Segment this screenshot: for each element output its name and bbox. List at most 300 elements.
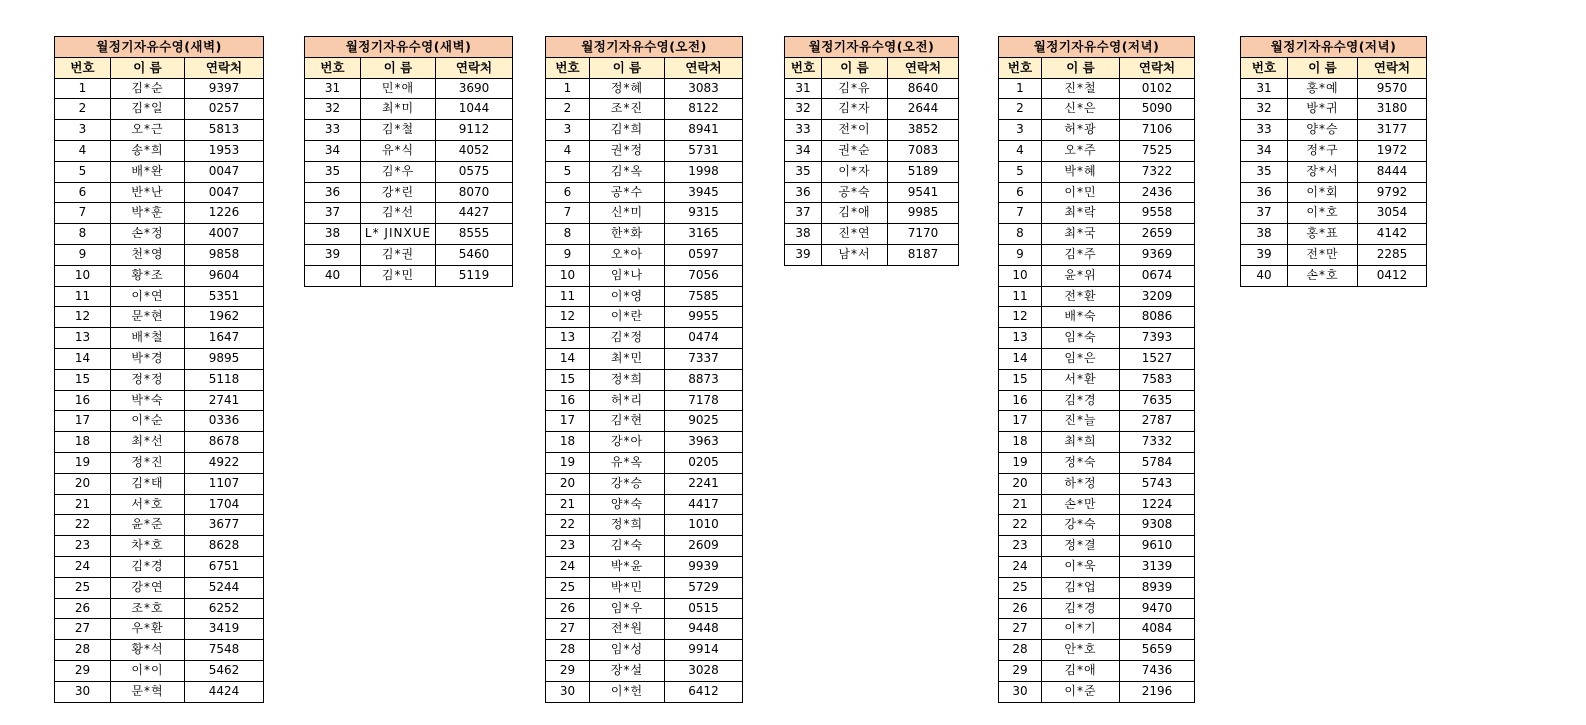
member-name: 김*경 xyxy=(1042,598,1120,619)
member-name: 정*구 xyxy=(1288,140,1358,161)
contact-number: 5813 xyxy=(185,120,264,141)
row-number: 27 xyxy=(999,619,1042,640)
member-name: 김*철 xyxy=(361,120,436,141)
table-row xyxy=(305,224,513,245)
contact-number: 8187 xyxy=(888,244,959,265)
column-header-number: 번호 xyxy=(999,57,1042,78)
member-name: 황*조 xyxy=(111,265,185,286)
row-number: 23 xyxy=(55,536,111,557)
member-name: 서*호 xyxy=(111,494,185,515)
contact-number: 9985 xyxy=(888,203,959,224)
row-number: 14 xyxy=(55,348,111,369)
contact-number: 8941 xyxy=(665,120,743,141)
row-number: 19 xyxy=(999,452,1042,473)
table-row xyxy=(546,640,743,661)
table-row xyxy=(55,265,264,286)
row-number: 16 xyxy=(546,390,590,411)
member-name: 최*희 xyxy=(1042,432,1120,453)
table-row xyxy=(55,328,264,349)
contact-number: 7056 xyxy=(665,265,743,286)
row-number: 2 xyxy=(546,99,590,120)
contact-number: 0257 xyxy=(185,99,264,120)
column-header-number: 번호 xyxy=(546,57,590,78)
member-name: 천*영 xyxy=(111,244,185,265)
contact-number: 3852 xyxy=(888,120,959,141)
row-number: 6 xyxy=(546,182,590,203)
roster-table-1 xyxy=(54,36,264,703)
member-name: 신*미 xyxy=(590,203,665,224)
table-row xyxy=(305,99,513,120)
row-number: 6 xyxy=(55,182,111,203)
roster-table-3 xyxy=(545,36,743,703)
column-header-name: 이 름 xyxy=(111,57,185,78)
member-name: 김*태 xyxy=(111,473,185,494)
row-number: 28 xyxy=(999,640,1042,661)
member-name: 오*주 xyxy=(1042,140,1120,161)
contact-number: 0515 xyxy=(665,598,743,619)
contact-number: 0412 xyxy=(1358,265,1427,286)
contact-number: 7083 xyxy=(888,140,959,161)
row-number: 1 xyxy=(546,78,590,99)
row-number: 37 xyxy=(305,203,361,224)
row-number: 30 xyxy=(999,681,1042,702)
member-name: 방*귀 xyxy=(1288,99,1358,120)
row-number: 35 xyxy=(1241,161,1288,182)
contact-number: 5460 xyxy=(436,244,513,265)
contact-number: 7436 xyxy=(1120,660,1195,681)
row-number: 26 xyxy=(55,598,111,619)
table-row xyxy=(785,140,959,161)
member-name: 김*옥 xyxy=(590,161,665,182)
row-number: 11 xyxy=(546,286,590,307)
contact-number: 3945 xyxy=(665,182,743,203)
table-row xyxy=(55,536,264,557)
table-row xyxy=(999,619,1195,640)
contact-number: 1704 xyxy=(185,494,264,515)
table-row xyxy=(1241,78,1427,99)
member-name: 이*회 xyxy=(1288,182,1358,203)
member-name: 김*경 xyxy=(1042,390,1120,411)
row-number: 4 xyxy=(999,140,1042,161)
table-row xyxy=(546,411,743,432)
row-number: 5 xyxy=(55,161,111,182)
contact-number: 7332 xyxy=(1120,432,1195,453)
contact-number: 9939 xyxy=(665,556,743,577)
member-name: 이*연 xyxy=(111,286,185,307)
contact-number: 8122 xyxy=(665,99,743,120)
member-name: 이*란 xyxy=(590,307,665,328)
contact-number: 1953 xyxy=(185,140,264,161)
row-number: 28 xyxy=(55,640,111,661)
table-row xyxy=(999,120,1195,141)
contact-number: 9604 xyxy=(185,265,264,286)
table-row xyxy=(546,494,743,515)
contact-number: 4427 xyxy=(436,203,513,224)
table-row xyxy=(546,348,743,369)
contact-number: 9570 xyxy=(1358,78,1427,99)
member-name: 허*리 xyxy=(590,390,665,411)
row-number: 30 xyxy=(55,681,111,702)
row-number: 34 xyxy=(785,140,822,161)
member-name: 임*성 xyxy=(590,640,665,661)
row-number: 12 xyxy=(999,307,1042,328)
member-name: 전*환 xyxy=(1042,286,1120,307)
column-header-contact: 연락처 xyxy=(1358,57,1427,78)
table-row xyxy=(55,577,264,598)
contact-number: 1224 xyxy=(1120,494,1195,515)
row-number: 5 xyxy=(999,161,1042,182)
member-name: 김*애 xyxy=(1042,660,1120,681)
contact-number: 3028 xyxy=(665,660,743,681)
table-row xyxy=(999,556,1195,577)
table-row xyxy=(999,660,1195,681)
contact-number: 9914 xyxy=(665,640,743,661)
row-number: 18 xyxy=(999,432,1042,453)
roster-table-5 xyxy=(998,36,1195,703)
member-name: 손*정 xyxy=(111,224,185,245)
table-row xyxy=(55,473,264,494)
table-row xyxy=(999,369,1195,390)
contact-number: 1527 xyxy=(1120,348,1195,369)
table-row xyxy=(55,390,264,411)
table-row xyxy=(1241,224,1427,245)
contact-number: 5119 xyxy=(436,265,513,286)
column-header-number: 번호 xyxy=(305,57,361,78)
member-name: 김*선 xyxy=(361,203,436,224)
member-name: 박*경 xyxy=(111,348,185,369)
roster-table-4 xyxy=(784,36,959,266)
column-header-name: 이 름 xyxy=(1288,57,1358,78)
member-name: 김*순 xyxy=(111,78,185,99)
row-number: 16 xyxy=(55,390,111,411)
member-name: 전*만 xyxy=(1288,244,1358,265)
contact-number: 3690 xyxy=(436,78,513,99)
member-name: 이*욱 xyxy=(1042,556,1120,577)
member-name: 이*기 xyxy=(1042,619,1120,640)
contact-number: 5731 xyxy=(665,140,743,161)
row-number: 20 xyxy=(55,473,111,494)
table-row xyxy=(546,660,743,681)
row-number: 3 xyxy=(55,120,111,141)
row-number: 7 xyxy=(546,203,590,224)
contact-number: 5659 xyxy=(1120,640,1195,661)
contact-number: 5784 xyxy=(1120,452,1195,473)
table-row xyxy=(999,328,1195,349)
table-row xyxy=(55,411,264,432)
member-name: 권*정 xyxy=(590,140,665,161)
row-number: 32 xyxy=(305,99,361,120)
member-name: 이*영 xyxy=(590,286,665,307)
column-header-number: 번호 xyxy=(55,57,111,78)
column-header-name: 이 름 xyxy=(822,57,888,78)
member-name: 송*희 xyxy=(111,140,185,161)
table-row xyxy=(305,265,513,286)
table-row xyxy=(999,390,1195,411)
member-name: 조*호 xyxy=(111,598,185,619)
contact-number: 3180 xyxy=(1358,99,1427,120)
table-row xyxy=(55,348,264,369)
row-number: 22 xyxy=(999,515,1042,536)
member-name: 박*혜 xyxy=(1042,161,1120,182)
row-number: 28 xyxy=(546,640,590,661)
table-row xyxy=(785,99,959,120)
row-number: 5 xyxy=(546,161,590,182)
table-row xyxy=(305,203,513,224)
contact-number: 9315 xyxy=(665,203,743,224)
member-name: 공*수 xyxy=(590,182,665,203)
contact-number: 4424 xyxy=(185,681,264,702)
member-name: 배*숙 xyxy=(1042,307,1120,328)
member-name: 민*애 xyxy=(361,78,436,99)
table-row xyxy=(55,660,264,681)
row-number: 20 xyxy=(999,473,1042,494)
table-row xyxy=(55,619,264,640)
contact-number: 4084 xyxy=(1120,619,1195,640)
table-row xyxy=(785,120,959,141)
table-row xyxy=(999,515,1195,536)
member-name: 최*미 xyxy=(361,99,436,120)
member-name: 유*식 xyxy=(361,140,436,161)
contact-number: 0597 xyxy=(665,244,743,265)
row-number: 1 xyxy=(999,78,1042,99)
member-name: 황*석 xyxy=(111,640,185,661)
row-number: 9 xyxy=(55,244,111,265)
table-row xyxy=(55,307,264,328)
row-number: 14 xyxy=(999,348,1042,369)
row-number: 27 xyxy=(546,619,590,640)
row-number: 36 xyxy=(785,182,822,203)
table-row xyxy=(55,515,264,536)
contact-number: 0474 xyxy=(665,328,743,349)
table-row xyxy=(546,224,743,245)
table-row xyxy=(999,307,1195,328)
table-row xyxy=(999,681,1195,702)
contact-number: 0047 xyxy=(185,182,264,203)
contact-number: 0102 xyxy=(1120,78,1195,99)
table-row xyxy=(55,286,264,307)
member-name: 박*훈 xyxy=(111,203,185,224)
row-number: 34 xyxy=(305,140,361,161)
column-header-contact: 연락처 xyxy=(436,57,513,78)
contact-number: 1226 xyxy=(185,203,264,224)
table-row xyxy=(546,328,743,349)
member-name: 정*희 xyxy=(590,515,665,536)
table-row xyxy=(55,452,264,473)
contact-number: 7170 xyxy=(888,224,959,245)
contact-number: 6252 xyxy=(185,598,264,619)
row-number: 39 xyxy=(305,244,361,265)
row-number: 14 xyxy=(546,348,590,369)
row-number: 21 xyxy=(55,494,111,515)
member-name: 강*린 xyxy=(361,182,436,203)
contact-number: 3209 xyxy=(1120,286,1195,307)
table-row xyxy=(999,265,1195,286)
contact-number: 9955 xyxy=(665,307,743,328)
table-row xyxy=(999,78,1195,99)
row-number: 29 xyxy=(546,660,590,681)
row-number: 32 xyxy=(785,99,822,120)
row-number: 21 xyxy=(999,494,1042,515)
contact-number: 9397 xyxy=(185,78,264,99)
contact-number: 4052 xyxy=(436,140,513,161)
row-number: 36 xyxy=(305,182,361,203)
member-name: 김*일 xyxy=(111,99,185,120)
table-row xyxy=(1241,265,1427,286)
table-row xyxy=(999,203,1195,224)
contact-number: 8086 xyxy=(1120,307,1195,328)
contact-number: 2659 xyxy=(1120,224,1195,245)
contact-number: 9369 xyxy=(1120,244,1195,265)
table-row xyxy=(1241,120,1427,141)
member-name: 한*화 xyxy=(590,224,665,245)
member-name: 김*현 xyxy=(590,411,665,432)
column-header-number: 번호 xyxy=(785,57,822,78)
table-row xyxy=(546,452,743,473)
member-name: 권*순 xyxy=(822,140,888,161)
table-row xyxy=(55,369,264,390)
row-number: 19 xyxy=(55,452,111,473)
table-row xyxy=(55,598,264,619)
contact-number: 9792 xyxy=(1358,182,1427,203)
row-number: 3 xyxy=(999,120,1042,141)
member-name: 강*연 xyxy=(111,577,185,598)
row-number: 25 xyxy=(999,577,1042,598)
row-number: 13 xyxy=(55,328,111,349)
table-row xyxy=(999,536,1195,557)
table-row xyxy=(1241,182,1427,203)
contact-number: 1972 xyxy=(1358,140,1427,161)
contact-number: 9448 xyxy=(665,619,743,640)
row-number: 10 xyxy=(55,265,111,286)
table-row xyxy=(546,307,743,328)
member-name: 차*호 xyxy=(111,536,185,557)
contact-number: 9308 xyxy=(1120,515,1195,536)
member-name: 우*환 xyxy=(111,619,185,640)
contact-number: 8873 xyxy=(665,369,743,390)
row-number: 17 xyxy=(546,411,590,432)
row-number: 30 xyxy=(546,681,590,702)
table-row xyxy=(546,286,743,307)
table-row xyxy=(55,140,264,161)
contact-number: 5189 xyxy=(888,161,959,182)
contact-number: 0575 xyxy=(436,161,513,182)
table-row xyxy=(305,244,513,265)
row-number: 35 xyxy=(785,161,822,182)
table-row xyxy=(546,140,743,161)
table-row xyxy=(546,244,743,265)
row-number: 31 xyxy=(785,78,822,99)
row-number: 26 xyxy=(546,598,590,619)
table-row xyxy=(785,224,959,245)
table-row xyxy=(546,369,743,390)
row-number: 15 xyxy=(999,369,1042,390)
row-number: 7 xyxy=(55,203,111,224)
member-name: 임*나 xyxy=(590,265,665,286)
row-number: 25 xyxy=(55,577,111,598)
member-name: 이*이 xyxy=(111,660,185,681)
table-row xyxy=(305,182,513,203)
table-row xyxy=(999,640,1195,661)
table-row xyxy=(999,598,1195,619)
table-title: 월정기자유수영(저녁) xyxy=(1241,37,1427,58)
member-name: 진*연 xyxy=(822,224,888,245)
table-row xyxy=(999,411,1195,432)
contact-number: 8555 xyxy=(436,224,513,245)
row-number: 11 xyxy=(999,286,1042,307)
member-name: 강*숙 xyxy=(1042,515,1120,536)
contact-number: 7585 xyxy=(665,286,743,307)
table-row xyxy=(1241,99,1427,120)
member-name: 진*늘 xyxy=(1042,411,1120,432)
table-row xyxy=(55,244,264,265)
table-title: 월정기자유수영(저녁) xyxy=(999,37,1195,58)
row-number: 29 xyxy=(55,660,111,681)
member-name: 전*원 xyxy=(590,619,665,640)
member-name: 임*우 xyxy=(590,598,665,619)
row-number: 24 xyxy=(55,556,111,577)
contact-number: 6751 xyxy=(185,556,264,577)
table-row xyxy=(55,203,264,224)
row-number: 29 xyxy=(999,660,1042,681)
column-header-contact: 연락처 xyxy=(185,57,264,78)
member-name: L* JINXUE xyxy=(361,224,436,245)
row-number: 18 xyxy=(55,432,111,453)
contact-number: 7635 xyxy=(1120,390,1195,411)
row-number: 38 xyxy=(785,224,822,245)
row-number: 22 xyxy=(546,515,590,536)
member-name: 장*서 xyxy=(1288,161,1358,182)
member-name: 유*옥 xyxy=(590,452,665,473)
contact-number: 5090 xyxy=(1120,99,1195,120)
table-row xyxy=(55,681,264,702)
column-header-contact: 연락처 xyxy=(665,57,743,78)
member-name: 이*호 xyxy=(1288,203,1358,224)
table-row xyxy=(55,432,264,453)
row-number: 19 xyxy=(546,452,590,473)
member-name: 전*이 xyxy=(822,120,888,141)
member-name: 허*광 xyxy=(1042,120,1120,141)
contact-number: 3139 xyxy=(1120,556,1195,577)
contact-number: 3054 xyxy=(1358,203,1427,224)
table-row xyxy=(1241,203,1427,224)
member-name: 이*헌 xyxy=(590,681,665,702)
row-number: 8 xyxy=(999,224,1042,245)
contact-number: 4922 xyxy=(185,452,264,473)
table-row xyxy=(546,619,743,640)
row-number: 35 xyxy=(305,161,361,182)
row-number: 33 xyxy=(785,120,822,141)
member-name: 손*만 xyxy=(1042,494,1120,515)
contact-number: 2285 xyxy=(1358,244,1427,265)
row-number: 8 xyxy=(55,224,111,245)
table-title: 월정기자유수영(새벽) xyxy=(55,37,264,58)
table-row xyxy=(55,224,264,245)
row-number: 32 xyxy=(1241,99,1288,120)
member-name: 박*민 xyxy=(590,577,665,598)
contact-number: 7178 xyxy=(665,390,743,411)
table-row xyxy=(999,432,1195,453)
member-name: 서*환 xyxy=(1042,369,1120,390)
row-number: 40 xyxy=(305,265,361,286)
contact-number: 8640 xyxy=(888,78,959,99)
table-row xyxy=(305,140,513,161)
table-row xyxy=(546,120,743,141)
column-header-contact: 연락처 xyxy=(888,57,959,78)
contact-number: 2436 xyxy=(1120,182,1195,203)
row-number: 34 xyxy=(1241,140,1288,161)
member-name: 김*숙 xyxy=(590,536,665,557)
contact-number: 3677 xyxy=(185,515,264,536)
